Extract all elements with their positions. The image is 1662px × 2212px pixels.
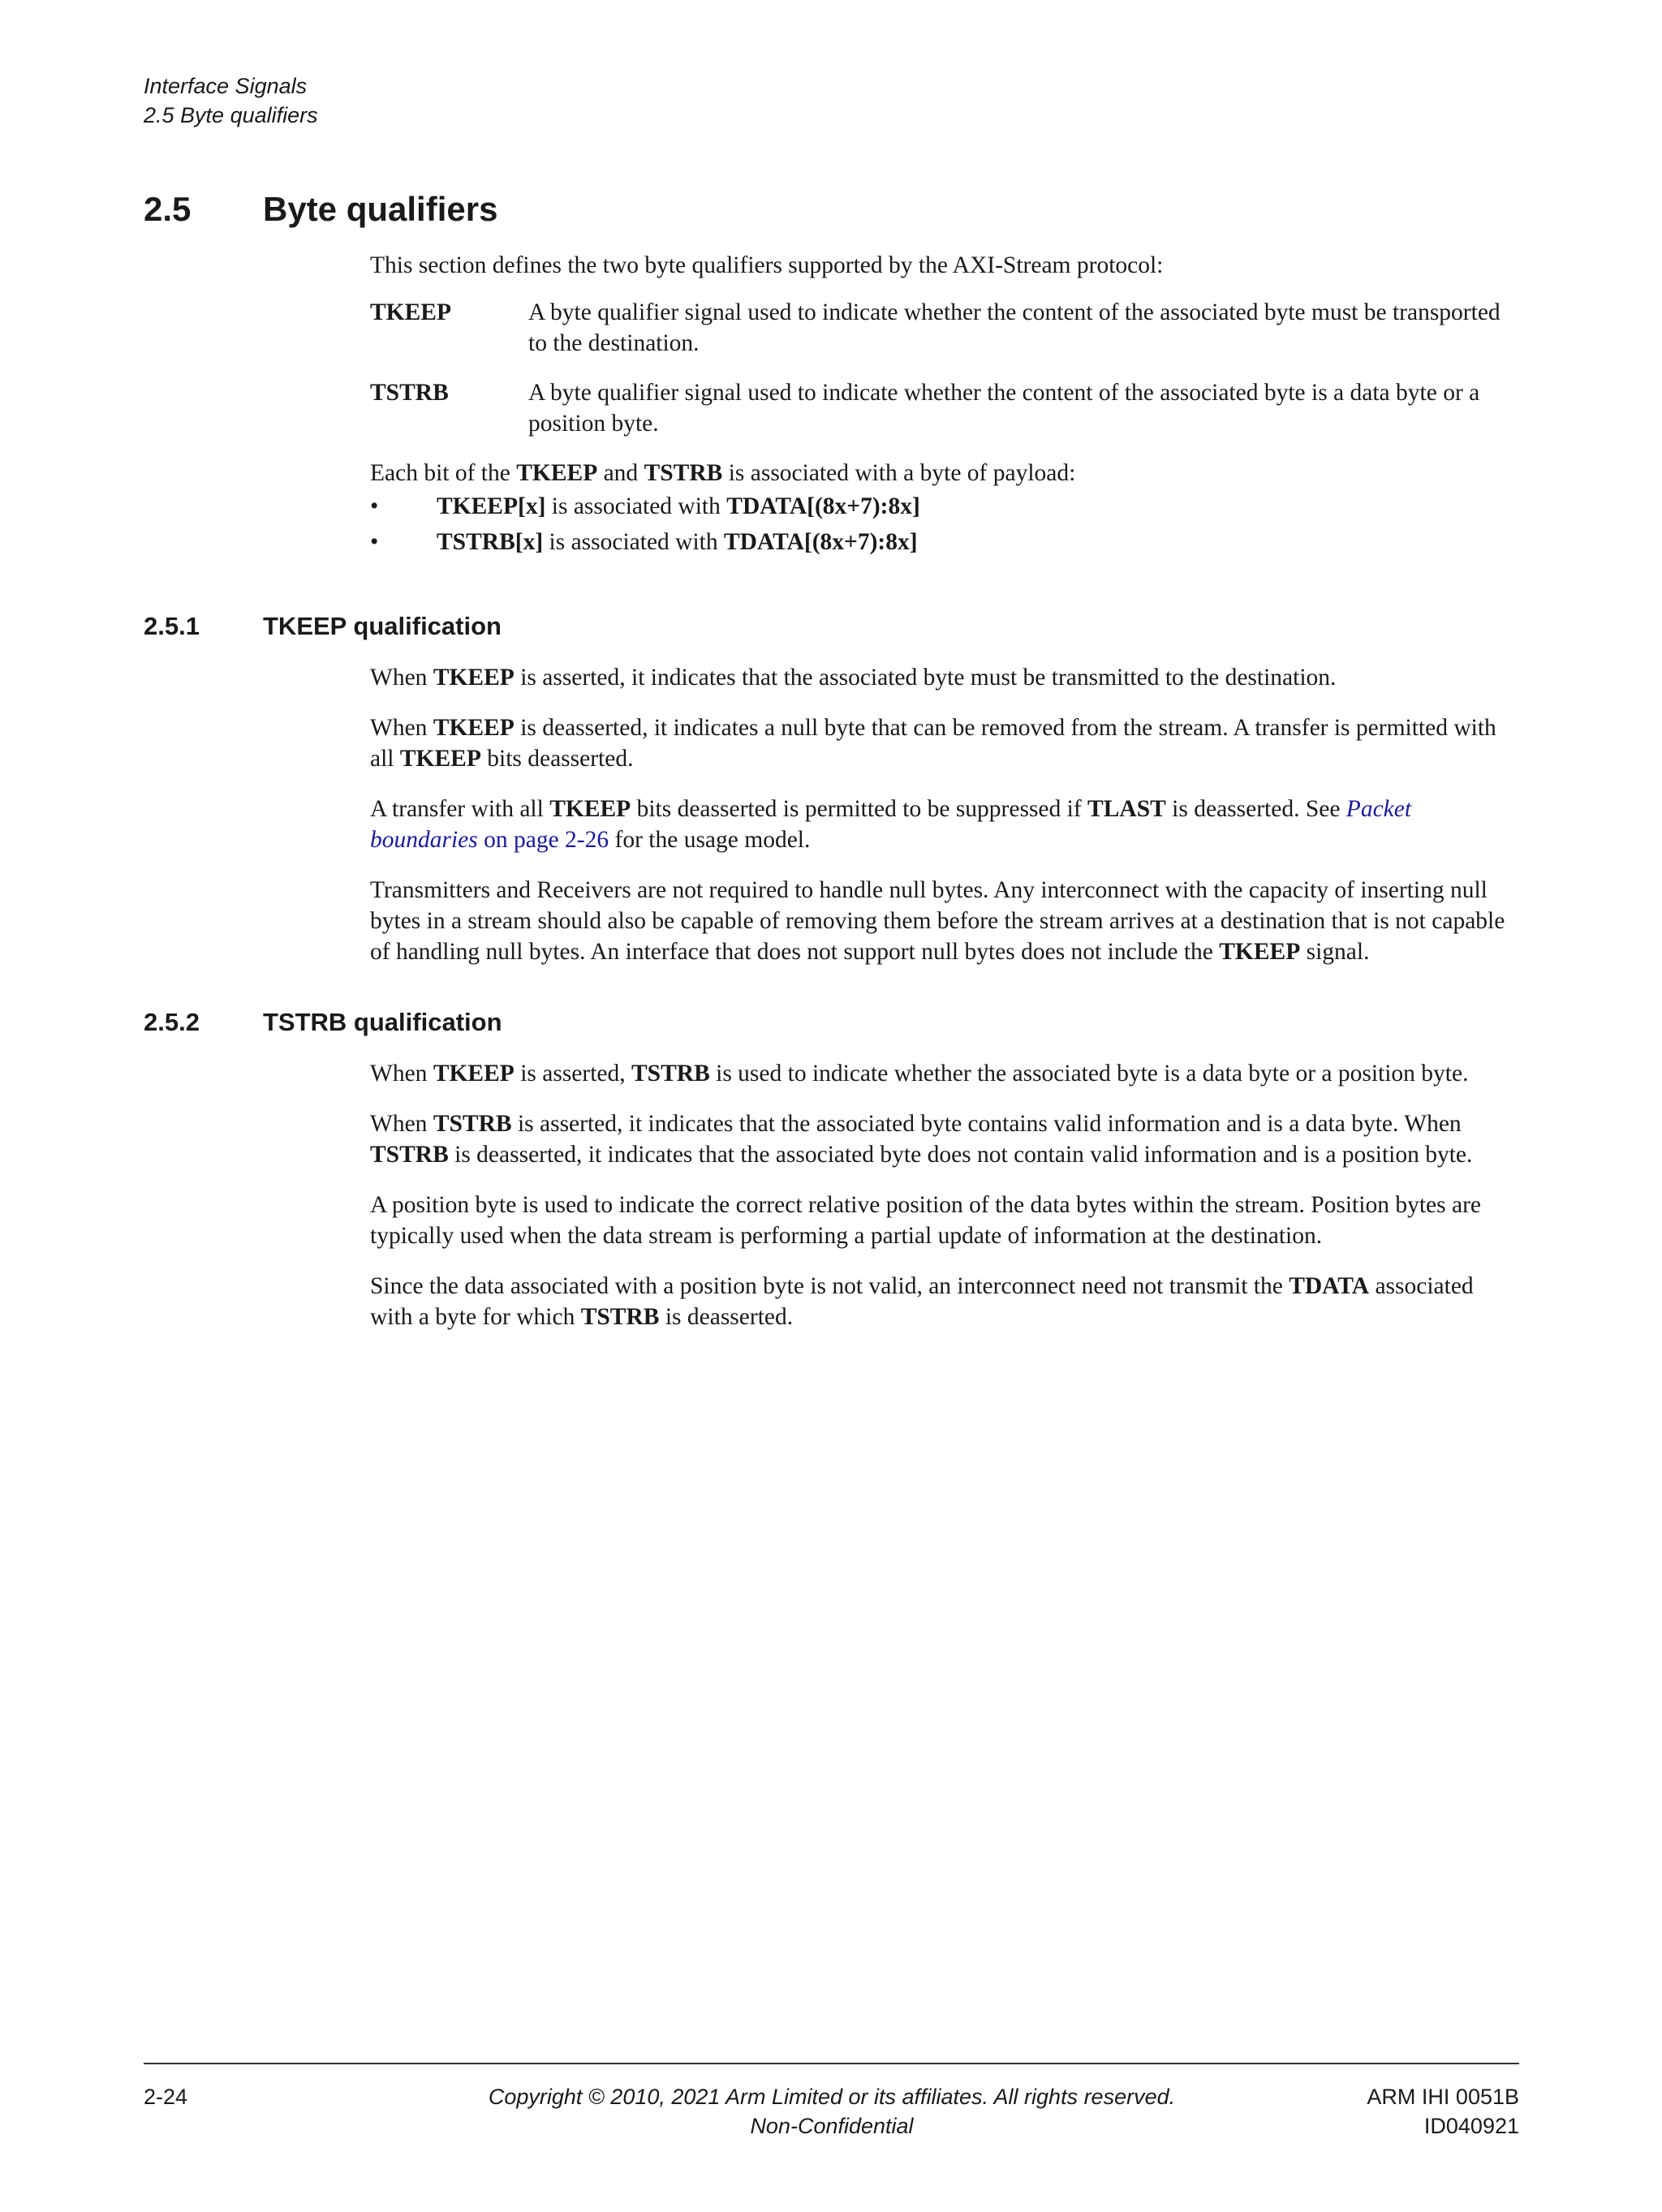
text-run: signal. <box>1300 939 1370 965</box>
text-run: When <box>370 1061 433 1087</box>
paragraph <box>370 1190 1518 1251</box>
text-run: Transmitters and Receivers are not required to handle null bytes. Any interconnect with the capacity of inserting null bytes in a stream should also be capable of removing them before the stream arrives at a destination that is not capable of handling null bytes. An interface that does not support null bytes does not include the <box>370 877 1505 965</box>
association-paragraph <box>370 458 1518 488</box>
definition-term: TKEEP <box>370 299 451 325</box>
bullet-list <box>370 488 1518 560</box>
signal-name: TKEEP <box>516 460 598 486</box>
footer-doc-id: ARM IHI 0051B <box>1367 2085 1519 2109</box>
paragraph <box>370 1271 1518 1332</box>
subsection-heading-tkeep <box>144 610 502 643</box>
text-run: is asserted, it indicates that the associated byte must be transmitted to the destination. <box>514 665 1337 691</box>
subsection-heading-tstrb <box>144 1006 502 1039</box>
text-run: When <box>370 665 433 691</box>
section-heading <box>144 188 497 230</box>
subsection-body-tstrb <box>370 1058 1518 1332</box>
bullet-marker: • <box>370 529 379 555</box>
paragraph <box>370 875 1518 967</box>
signal-name: TSTRB <box>631 1061 710 1087</box>
paragraph <box>370 712 1518 774</box>
subsection-body-tkeep <box>370 662 1518 967</box>
subsection-number: 2.5.2 <box>144 1008 200 1036</box>
text-run: associated with a byte for which <box>370 1273 1474 1330</box>
signal-name: TKEEP <box>433 665 515 691</box>
running-header <box>144 71 318 130</box>
section-title: Byte qualifiers <box>263 190 498 228</box>
bullet-marker: • <box>370 493 379 519</box>
text-run: Since the data associated with a position byte is not valid, an interconnect need not transmit the <box>370 1273 1290 1299</box>
paragraph <box>370 794 1518 855</box>
signal-name: TKEEP <box>1219 939 1301 965</box>
subsection-title: TKEEP qualification <box>263 612 502 640</box>
signal-name: TKEEP[x] <box>437 493 546 519</box>
paragraph <box>370 1108 1518 1170</box>
signal-name: TSTRB <box>370 1142 449 1168</box>
definition-item <box>370 297 1518 359</box>
text-run: is deasserted, it indicates a null byte that can be removed from the stream. A transfer is permitted with all <box>370 715 1496 772</box>
definition-description: A byte qualifier signal used to indicate whether the content of the associated byte is a data byte or a position byte. <box>528 380 1480 437</box>
header-chapter: Interface Signals <box>144 74 308 98</box>
section-intro: This section defines the two byte qualifiers supported by the AXI-Stream protocol: <box>370 252 1164 278</box>
section-number: 2.5 <box>144 190 192 228</box>
signal-name: TKEEP <box>399 746 481 772</box>
text-run: is asserted, it indicates that the associated byte contains valid information and is a data byte. When <box>511 1111 1462 1137</box>
signal-name: TSTRB <box>644 460 723 486</box>
footer-version: ID040921 <box>1423 2114 1519 2138</box>
signal-name: TSTRB <box>433 1111 512 1137</box>
paragraph <box>370 1058 1518 1089</box>
signal-name: TLAST <box>1087 796 1166 822</box>
text-run: bits deasserted is permitted to be suppressed if <box>631 796 1088 822</box>
text-run: When <box>370 715 433 741</box>
signal-name: TKEEP <box>549 796 631 822</box>
header-section: 2.5 Byte qualifiers <box>144 103 318 127</box>
text-run: bits deasserted. <box>480 746 634 772</box>
text-run: is deasserted. See <box>1165 796 1346 822</box>
paragraph <box>370 662 1518 693</box>
definition-item <box>370 377 1518 439</box>
text-run: A transfer with all <box>370 796 550 822</box>
text-run: for the usage model. <box>609 827 811 853</box>
link-title[interactable]: Packet boundaries <box>370 796 1412 853</box>
signal-name: TSTRB <box>580 1304 660 1330</box>
footer-page-number: 2-24 <box>144 2085 188 2109</box>
text-run: is associated with a byte of payload: <box>722 460 1076 486</box>
text-run: When <box>370 1111 433 1137</box>
footer-copyright-block <box>406 2082 1258 2141</box>
footer-doc-info <box>1367 2082 1519 2141</box>
text-run: is deasserted, it indicates that the associated byte does not contain valid information and is a position byte. <box>448 1142 1473 1168</box>
text-run: A position byte is used to indicate the correct relative position of the data bytes within the stream. Position bytes are typically used when the data stream is performing a partial update of information at the destination. <box>370 1192 1481 1249</box>
subsection-number: 2.5.1 <box>144 612 200 640</box>
text-run: is used to indicate whether the associated byte is a data byte or a position byte. <box>709 1061 1469 1087</box>
definition-term: TSTRB <box>370 380 449 406</box>
list-item <box>370 488 1518 524</box>
text-run: Each bit of the <box>370 460 517 486</box>
footer-confidentiality: Non-Confidential <box>750 2114 914 2138</box>
signal-name: TKEEP <box>433 1061 515 1087</box>
footer-divider <box>144 2063 1519 2064</box>
signal-name: TSTRB[x] <box>437 529 544 555</box>
footer-copyright: Copyright © 2010, 2021 Arm Limited or its affiliates. All rights reserved. <box>488 2085 1176 2109</box>
link-page-ref[interactable]: on page 2-26 <box>477 827 609 853</box>
text-run: is associated with <box>545 493 727 519</box>
definition-list <box>370 297 1518 439</box>
signal-name: TDATA[(8x+7):8x] <box>726 493 920 519</box>
signal-name: TDATA <box>1289 1273 1370 1299</box>
signal-name: TDATA[(8x+7):8x] <box>724 529 918 555</box>
list-item <box>370 524 1518 560</box>
text-run: is deasserted. <box>659 1304 794 1330</box>
definition-description: A byte qualifier signal used to indicate whether the content of the associated byte must be transported to the destination. <box>528 299 1501 356</box>
text-run: is associated with <box>543 529 724 555</box>
text-run: is asserted, <box>514 1061 631 1087</box>
text-run: and <box>597 460 644 486</box>
subsection-title: TSTRB qualification <box>263 1008 502 1036</box>
section-body <box>370 250 1518 560</box>
signal-name: TKEEP <box>433 715 515 741</box>
